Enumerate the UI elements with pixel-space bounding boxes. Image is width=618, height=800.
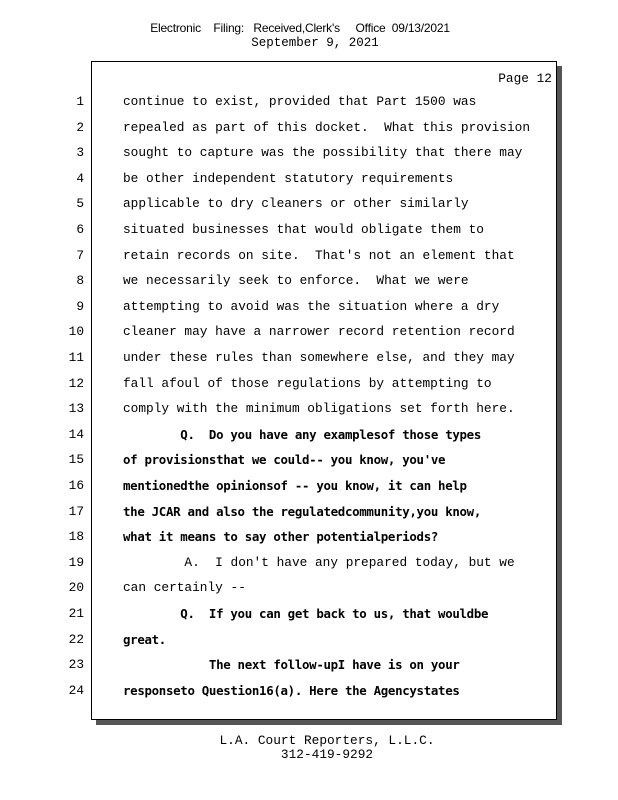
line-number: 9 — [76, 299, 84, 314]
transcript-line — [0, 604, 618, 624]
line-text: fall afoul of those regulations by attempting to — [123, 376, 492, 391]
line-text: A. I don't have any prepared today, but we — [123, 555, 515, 570]
line-number: 13 — [68, 401, 84, 416]
line-text: what it means to say other potentialperiods? — [123, 529, 439, 544]
transcript-line — [0, 450, 618, 470]
line-number: 1 — [76, 94, 84, 109]
transcript-line — [0, 92, 618, 112]
line-number: 20 — [68, 580, 84, 595]
transcript-line — [0, 681, 618, 701]
line-text: Q. If you can get back to us, that wouldbe — [123, 606, 489, 621]
line-text: Q. Do you have any examplesof those types — [123, 427, 481, 442]
transcript-line — [0, 578, 618, 598]
page-number: Page 12 — [498, 71, 552, 86]
transcript-line — [0, 502, 618, 522]
line-number: 23 — [68, 657, 84, 672]
line-number: 15 — [68, 452, 84, 467]
line-text: situated businesses that would obligate them to — [123, 222, 484, 237]
line-text: comply with the minimum obligations set forth here. — [123, 401, 515, 416]
line-number: 10 — [68, 324, 84, 339]
line-number: 2 — [76, 120, 84, 135]
transcript-line — [0, 374, 618, 394]
court-reporter-phone: 312-419-9292 — [280, 747, 374, 762]
transcript-line — [0, 169, 618, 189]
line-number: 22 — [68, 632, 84, 647]
line-text: we necessarily seek to enforce. What we were — [123, 273, 469, 288]
line-text: repealed as part of this docket. What this provision — [123, 120, 531, 135]
line-text: applicable to dry cleaners or other similarly — [123, 196, 469, 211]
line-number: 16 — [68, 478, 84, 493]
transcript-line — [0, 655, 618, 675]
line-text: of provisionsthat we could-- you know, you've — [123, 452, 446, 467]
hearing-date: September 9, 2021 — [251, 36, 379, 50]
line-text: mentionedthe opinionsof -- you know, it can help — [123, 478, 467, 493]
transcript-line — [0, 399, 618, 419]
transcript-line — [0, 118, 618, 138]
line-number: 7 — [76, 248, 84, 263]
line-text: the JCAR and also the regulatedcommunity,you know, — [123, 504, 481, 519]
line-number: 3 — [76, 145, 84, 160]
transcript-line — [0, 297, 618, 317]
line-text: cleaner may have a narrower record retention record — [123, 324, 515, 339]
line-text: be other independent statutory requirements — [123, 171, 454, 186]
transcript-line — [0, 271, 618, 291]
line-number: 19 — [68, 555, 84, 570]
line-text: retain records on site. That's not an element that — [123, 248, 515, 263]
transcript-line — [0, 322, 618, 342]
line-number: 21 — [68, 606, 84, 621]
line-number: 6 — [76, 222, 84, 237]
transcript-line — [0, 630, 618, 650]
line-text: responseto Question16(a). Here the Agencystates — [123, 683, 460, 698]
transcript-line — [0, 425, 618, 445]
line-text: great. — [123, 632, 166, 647]
line-number: 18 — [68, 529, 84, 544]
line-text: under these rules than somewhere else, and they may — [123, 350, 515, 365]
line-number: 12 — [68, 376, 84, 391]
transcript-line — [0, 194, 618, 214]
line-text: can certainly -- — [123, 580, 246, 595]
line-number: 11 — [68, 350, 84, 365]
line-number: 5 — [76, 196, 84, 211]
line-text: The next follow-upI have is on your — [123, 657, 460, 672]
transcript-line — [0, 348, 618, 368]
transcript-line — [0, 527, 618, 547]
line-text: sought to capture was the possibility that there may — [123, 145, 523, 160]
line-text: continue to exist, provided that Part 1500 was — [123, 94, 477, 109]
transcript-line — [0, 476, 618, 496]
electronic-filing-header: Electronic Filing: Received,Clerk's Office 09/13/2021 — [150, 21, 450, 35]
court-reporter-name: L.A. Court Reporters, L.L.C. — [219, 733, 435, 748]
line-number: 14 — [68, 427, 84, 442]
transcript-line — [0, 220, 618, 240]
line-number: 4 — [76, 171, 84, 186]
line-number: 17 — [68, 504, 84, 519]
line-number: 24 — [68, 683, 84, 698]
transcript-line — [0, 143, 618, 163]
line-number: 8 — [76, 273, 84, 288]
transcript-line — [0, 553, 618, 573]
transcript-line — [0, 246, 618, 266]
line-text: attempting to avoid was the situation where a dry — [123, 299, 500, 314]
